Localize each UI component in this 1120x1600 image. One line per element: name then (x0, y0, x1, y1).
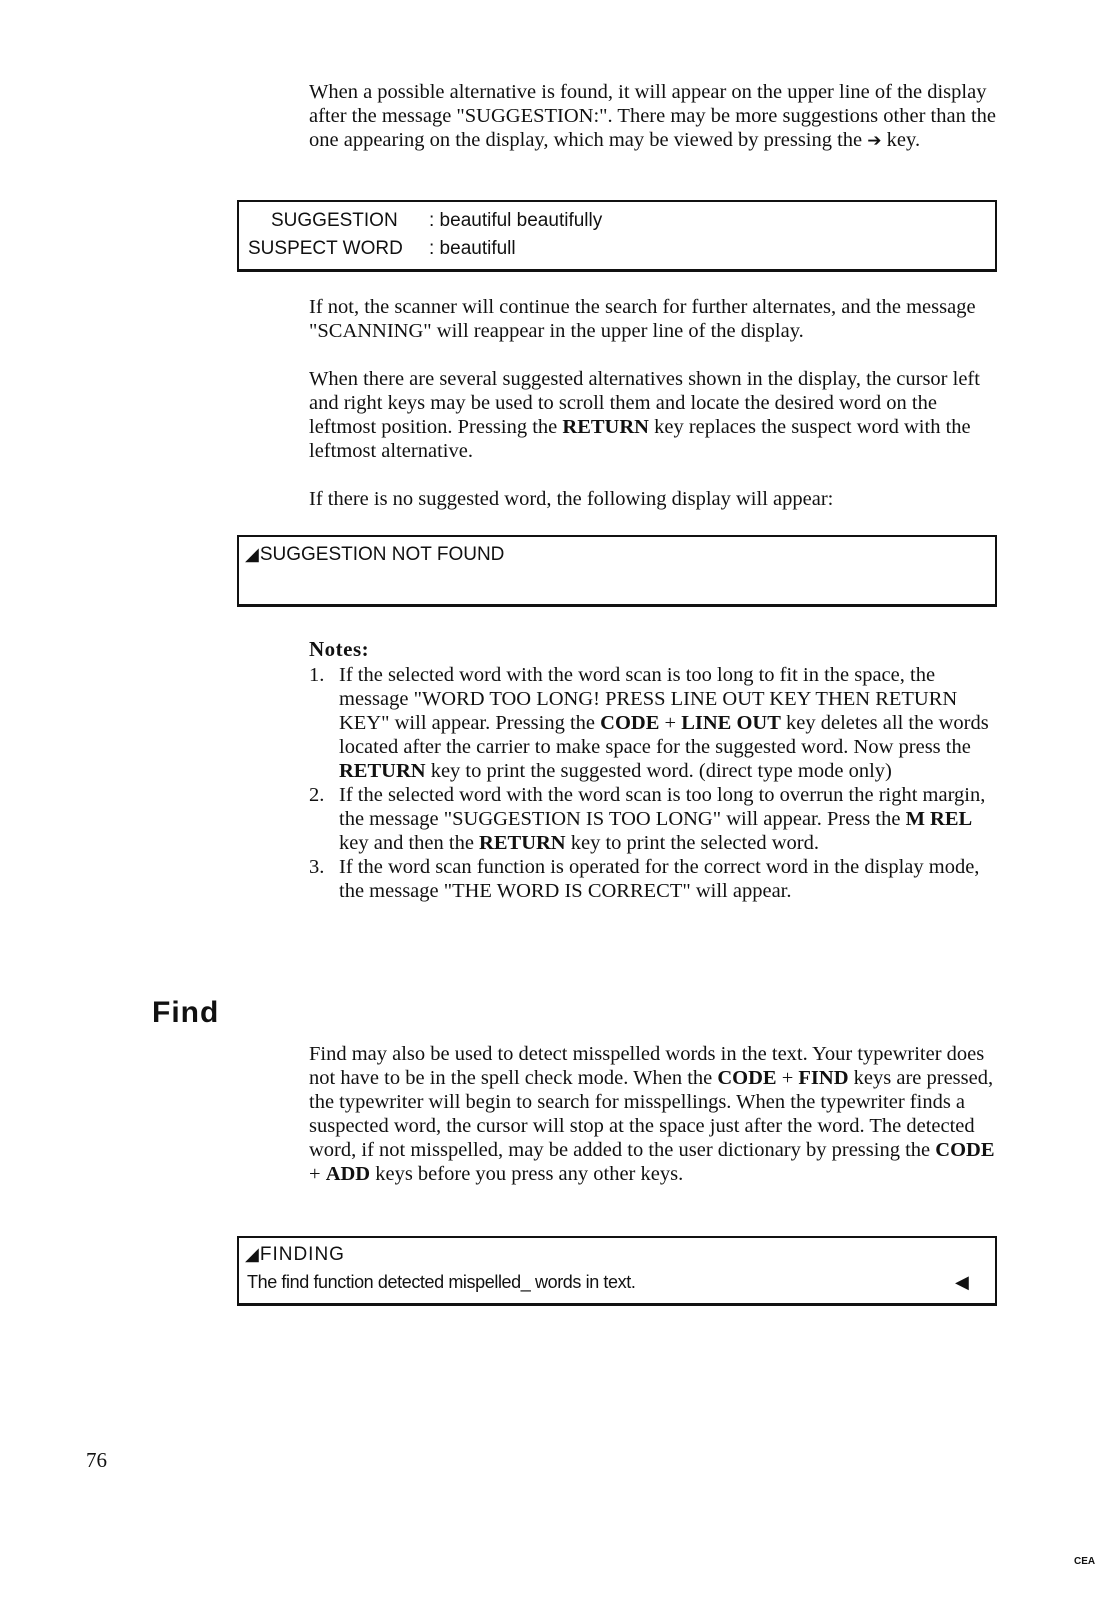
suspect-word-label: SUSPECT WORD (248, 238, 403, 259)
line-out-key-label: LINE OUT (681, 712, 781, 734)
note-text-part: key to print the suggested word. (direct type mode only) (425, 760, 892, 782)
suggestion-display (237, 200, 997, 272)
note-text-part: If the selected word with the word scan is too long to overrun the right margin, the message "SUGGESTION IS TOO LONG" will appear. Press the (339, 784, 986, 830)
note-text-part: If the selected word with the word scan is too long to fit in the space, the message "WORD TOO LONG! PRESS LINE OUT KEY THEN RETURN KEY" will appear. Pressing the (339, 664, 958, 734)
alternatives-paragraph (309, 367, 1009, 463)
finding-detail: The find function detected mispelled_ words in text. (247, 1272, 636, 1292)
return-key-label: RETURN (562, 416, 649, 438)
intro-text-end: key. (881, 129, 921, 151)
return-marker-icon: ◀ (955, 1272, 969, 1292)
note-number: 2. (309, 784, 325, 806)
not-found-text: SUGGESTION NOT FOUND (259, 544, 505, 565)
corner-mark: CEA (1074, 1556, 1096, 1567)
note-text (339, 783, 999, 855)
right-arrow-icon: ➔ (867, 131, 882, 151)
plus-sign: + (659, 712, 682, 734)
return-key-label: RETURN (339, 760, 426, 782)
note-text-part: key deletes all the words located after the carrier to make space for the suggested word. Now press the (339, 712, 989, 758)
suggestion-value: : beautiful beautifully (429, 210, 603, 231)
finding-row (245, 1244, 345, 1266)
intro-paragraph (309, 80, 1009, 153)
note-text-part: key to print the selected word. (565, 832, 819, 854)
code-key-label: CODE (600, 712, 660, 734)
find-text: keys are pressed, the typewriter will begin to search for misspellings. When the typewriter finds a suspected word, the cursor will stop at the space just after the word. The detected word, if not misspelled, may be added to the user dictionary by pressing the (309, 1067, 994, 1161)
intro-text: When a possible alternative is found, it will appear on the upper line of the display after the message "SUGGESTION:". There may be more suggestions other than the one appearing on the display, which may be viewed by pressing the (309, 81, 996, 151)
note-number: 3. (309, 856, 325, 878)
not-found-display (237, 535, 997, 607)
find-text: keys before you press any other keys. (370, 1163, 684, 1185)
note-text-part: key and then the (339, 832, 480, 854)
note-item (309, 663, 999, 783)
alternatives-text-end: key replaces the suspect word with the leftmost alternative. (309, 416, 971, 462)
code-key-label: CODE (935, 1139, 995, 1161)
scanning-paragraph: If not, the scanner will continue the search for further alternates, and the message "SCANNING" will reappear in the upper line of the display. (309, 296, 976, 342)
finding-text: FINDING (259, 1244, 345, 1265)
no-suggestion-paragraph: If there is no suggested word, the following display will appear: (309, 488, 834, 510)
m-rel-key-label: M REL (905, 808, 973, 830)
suggestion-label: SUGGESTION (271, 210, 398, 231)
suspect-word-value: : beautifull (429, 238, 516, 259)
alternatives-text: When there are several suggested alternatives shown in the display, the cursor left and right keys may be used to scroll them and locate the desired word on the leftmost position. Pressing the (309, 368, 980, 438)
notes-title: Notes: (309, 637, 370, 661)
note-item (309, 855, 999, 903)
note-text: If the word scan function is operated for the correct word in the display mode, the message "THE WORD IS CORRECT" will appear. (339, 856, 980, 902)
note-number: 1. (309, 664, 325, 686)
plus-sign: + (309, 1163, 326, 1185)
note-item (309, 783, 999, 855)
add-key-label: ADD (325, 1163, 371, 1185)
notes-list (309, 663, 999, 903)
not-found-row (245, 544, 504, 566)
cursor-triangle-icon: ◢ (245, 1244, 259, 1264)
code-key-label: CODE (717, 1067, 777, 1089)
return-key-label: RETURN (479, 832, 566, 854)
find-key-label: FIND (798, 1067, 849, 1089)
page-number: 76 (86, 1448, 107, 1472)
note-text (339, 663, 999, 783)
find-paragraph (309, 1042, 1009, 1186)
find-heading: Find (152, 996, 220, 1029)
plus-sign: + (776, 1067, 799, 1089)
cursor-triangle-icon: ◢ (245, 544, 259, 564)
find-text: Find may also be used to detect misspelled words in the text. Your typewriter does not have to be in the spell check mode. When the (309, 1043, 985, 1089)
finding-display (237, 1236, 997, 1306)
